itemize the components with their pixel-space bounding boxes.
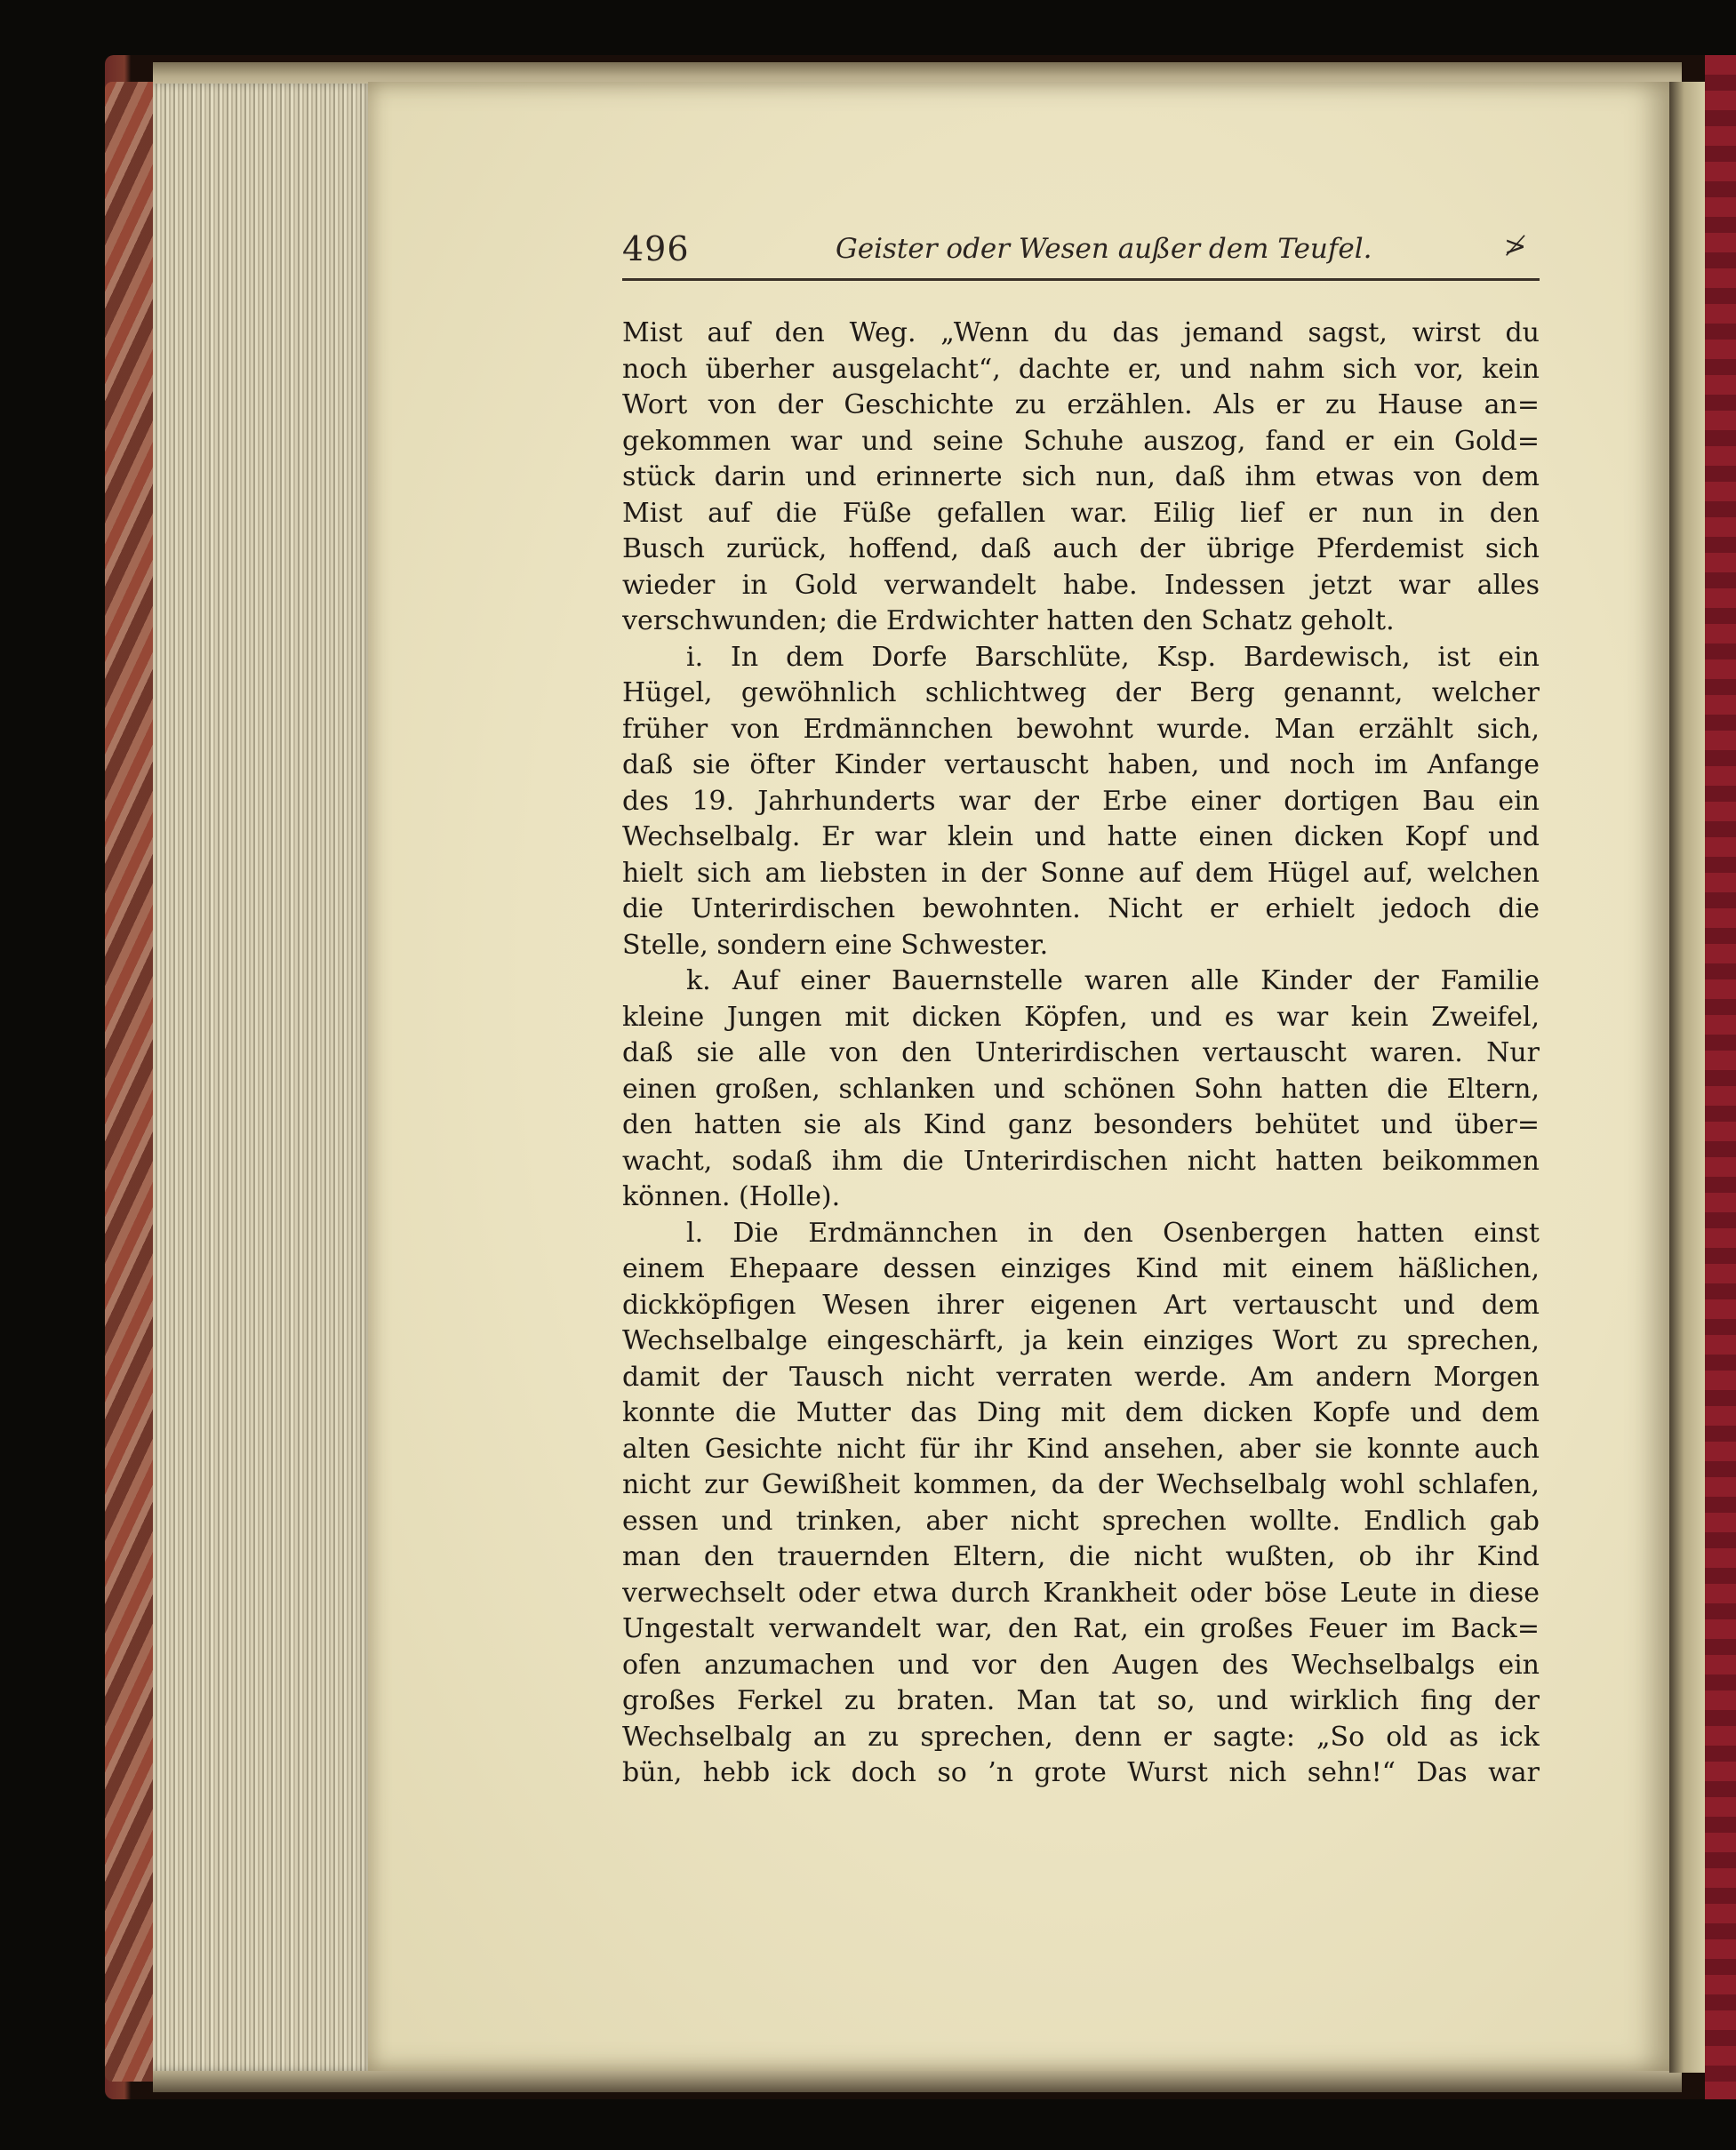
text-line: essen und trinken, aber nicht sprechen wollte. Endlich gab [622, 1505, 1540, 1537]
text-line: verschwunden; die Erdwichter hatten den Schatz geholt. [622, 605, 1395, 636]
text-line: noch überher ausgelacht“, dachte er, und nahm sich vor, kein [622, 353, 1540, 385]
paragraph-i-start: i. In dem Dorfe Barschlüte, Ksp. Bardewisch, ist ein [686, 641, 1540, 673]
text-line: daß sie alle von den Unterirdischen vertauscht waren. Nur [622, 1037, 1540, 1068]
text-line: konnte die Mutter das Ding mit dem dicken Kopfe und dem [622, 1397, 1540, 1428]
text-line: wieder in Gold verwandelt habe. Indessen jetzt war alles [622, 569, 1540, 601]
text-line: dickköpfigen Wesen ihrer eigenen Art vertauscht und dem [622, 1289, 1540, 1321]
text-line: Wort von der Geschichte zu erzählen. Als er zu Hause an= [622, 389, 1540, 420]
text-line: ofen anzumachen und vor den Augen des Wechselbalgs ein [622, 1649, 1540, 1681]
text-line: Wechselbalge eingeschärft, ja kein einziges Wort zu sprechen, [622, 1325, 1540, 1356]
text-line: können. (Holle). [622, 1181, 841, 1212]
paragraph-l-start: l. Die Erdmännchen in den Osenbergen hatten einst [686, 1217, 1540, 1249]
signature-mark: ≯ [1504, 231, 1527, 262]
text-line: nicht zur Gewißheit kommen, da der Wechselbalg wohl schlafen, [622, 1469, 1540, 1500]
text-line: damit der Tausch nicht verraten werde. Am andern Morgen [622, 1361, 1540, 1393]
text-line: Mist auf den Weg. „Wenn du das jemand sagst, wirst du [622, 317, 1540, 348]
text-line: Stelle, sondern eine Schwester. [622, 929, 1049, 961]
right-cover [1705, 55, 1736, 2099]
text-line: verwechselt oder etwa durch Krankheit oder böse Leute in diese [622, 1577, 1540, 1609]
text-line: daß sie öfter Kinder vertauscht haben, und noch im Anfange [622, 749, 1540, 780]
page-number: 496 [622, 229, 690, 268]
text-line: man den trauernden Eltern, die nicht wußten, ob ihr Kind [622, 1541, 1540, 1572]
text-line: stück darin und erinnerte sich nun, daß ihm etwas von dem [622, 461, 1540, 492]
text-line: großes Ferkel zu braten. Man tat so, und wirklich fing der [622, 1685, 1540, 1716]
text-line: wacht, sodaß ihm die Unterirdischen nicht hatten beikommen [622, 1145, 1540, 1177]
text-line: einen großen, schlanken und schönen Sohn hatten die Eltern, [622, 1073, 1540, 1105]
text-line: des 19. Jahrhunderts war der Erbe einer dortigen Bau ein [622, 785, 1540, 817]
text-line: Wechselbalg an zu sprechen, denn er sagte: „So old as ick [622, 1721, 1540, 1753]
text-line: früher von Erdmännchen bewohnt wurde. Man erzählt sich, [622, 713, 1540, 745]
text-line: die Unterirdischen bewohnten. Nicht er erhielt jedoch die [622, 893, 1540, 924]
text-line: hielt sich am liebsten in der Sonne auf dem Hügel auf, welchen [622, 857, 1540, 889]
marbled-edge [105, 82, 156, 2082]
text-line: Mist auf die Füße gefallen war. Eilig lief er nun in den [622, 497, 1540, 529]
paragraph-k-start: k. Auf einer Bauernstelle waren alle Kinder der Familie [686, 965, 1540, 996]
running-head [622, 229, 1538, 274]
page-block-side-edges [153, 84, 373, 2071]
text-line: Busch zurück, hoffend, daß auch der übrige Pferdemist sich [622, 533, 1540, 564]
next-page-edge [1669, 82, 1707, 2073]
text-line: bün, hebb ick doch so ’n grote Wurst nich sehn!“ Das war [622, 1757, 1540, 1788]
header-rule [622, 278, 1540, 281]
text-line: kleine Jungen mit dicken Köpfen, und es war kein Zweifel, [622, 1001, 1540, 1033]
text-line: alten Gesichte nicht für ihr Kind ansehen, aber sie konnte auch [622, 1433, 1540, 1465]
text-line: Wechselbalg. Er war klein und hatte einen dicken Kopf und [622, 821, 1540, 852]
text-line: Ungestalt verwandelt war, den Rat, ein großes Feuer im Back= [622, 1613, 1540, 1644]
text-line: den hatten sie als Kind ganz besonders behütet und über= [622, 1109, 1540, 1140]
page-block-bottom-edge [153, 2067, 1682, 2092]
body-text [622, 316, 1540, 1792]
text-line: gekommen war und seine Schuhe auszog, fand er ein Gold= [622, 425, 1540, 457]
text-line: Hügel, gewöhnlich schlichtweg der Berg genannt, welcher [622, 677, 1540, 708]
text-line: einem Ehepaare dessen einziges Kind mit einem häßlichen, [622, 1253, 1540, 1284]
running-title: Geister oder Wesen außer dem Teufel. [836, 233, 1372, 265]
